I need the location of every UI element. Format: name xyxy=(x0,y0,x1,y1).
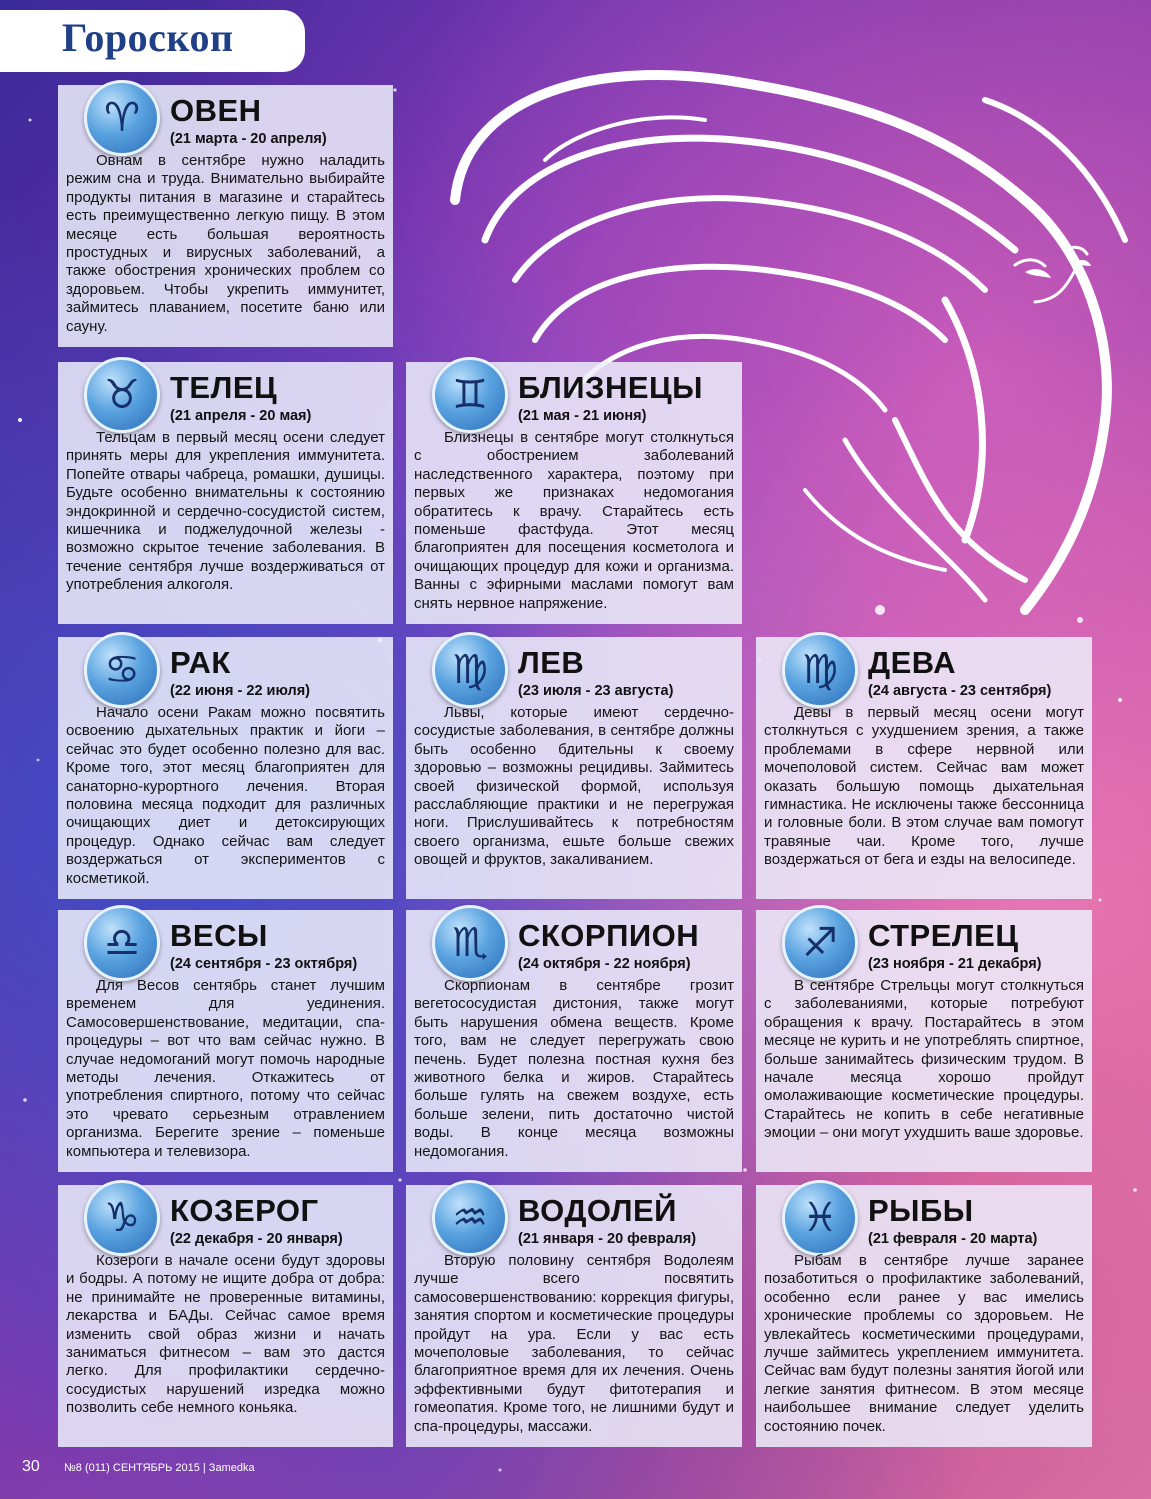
sagittarius-symbol-icon: ♐ xyxy=(782,905,858,981)
sign-name: ВОДОЛЕЙ xyxy=(518,1193,677,1228)
sign-card-gemini xyxy=(406,362,742,624)
sign-description: Рыбам в сентябре лучше заранее позаботиться о профилактике заболеваний, особенно если ранее у вас имелись хронические проблемы со здоровьем. Не увлекайтесь косметическими процедурами, лучше займитесь укреплением иммунитета. Сейчас вам будут полезны занятия йогой или легкие занятия фитнесом. В этом месяце наибольшее внимание следует уделить состоянию почек. xyxy=(764,1252,1084,1435)
sign-card-scorpio xyxy=(406,910,742,1172)
sign-name: ВЕСЫ xyxy=(170,918,268,953)
sign-card-pisces xyxy=(756,1185,1092,1447)
sign-dates: (22 июня - 22 июля) xyxy=(170,683,310,699)
leo-symbol-icon: ♍ xyxy=(432,632,508,708)
page-number: 30 xyxy=(22,1458,40,1475)
sign-description: В сентябре Стрельцы могут столкнуться с заболеваниями, которые потребуют обращения к врачу. Постарайтесь в этом месяце не курить и не употреблять спиртное, больше занимайтесь физическим трудом. В начале месяца хорошо пройдут омолаживающие косметические процедуры. Старайтесь не копить в себе негативные эмоции – они могут ухудшить ваше здоровье. xyxy=(764,977,1084,1142)
aquarius-symbol-icon: ♒ xyxy=(432,1180,508,1256)
sign-name: СТРЕЛЕЦ xyxy=(868,918,1019,953)
sign-dates: (21 апреля - 20 мая) xyxy=(170,408,312,424)
sign-dates: (21 марта - 20 апреля) xyxy=(170,131,327,147)
sign-description: Тельцам в первый месяц осени следует принять меры для укрепления иммунитета. Попейте отвары чабреца, ромашки, душицы. Будьте особенно внимательны к состоянию эндокринной и сердечно-сосудистой систем, кишечника и поджелудочной железы - возможно скрытое течение заболевания. В течение сентября лучше воздерживаться от употребления алкоголя. xyxy=(66,429,385,594)
sign-name: ОВЕН xyxy=(170,93,262,128)
sign-description: Львы, которые имеют сердечно-сосудистые заболевания, в сентябре должны быть особенно бдительны к своему здоровью – возможны рецидивы. Займитесь своей физической формой, используя расслабляющие практики и не перегружая ноги. Прислушивайтесь к потребностям своего организма, ешьте больше свежих овощей и фруктов, закаливанием. xyxy=(414,704,734,869)
cancer-symbol-icon: ♋ xyxy=(84,632,160,708)
sign-card-libra xyxy=(58,910,393,1172)
sign-dates: (23 ноября - 21 декабря) xyxy=(868,956,1042,972)
sign-description: Овнам в сентябре нужно наладить режим сна и труда. Внимательно выбирайте продукты питания в магазине и старайтесь есть преимущественно легкую пищу. В этом месяце есть большая вероятность простудных и вирусных заболеваний, а также обострения хронических проблем со здоровьем. Чтобы укрепить иммунитет, займитесь плаванием, посетите баню или сауну. xyxy=(66,152,385,335)
sign-dates: (21 мая - 21 июня) xyxy=(518,408,647,424)
sign-name: ДЕВА xyxy=(868,645,956,680)
issue-line: №8 (011) СЕНТЯБРЬ 2015 | Заmedka xyxy=(64,1462,255,1474)
sign-description: Начало осени Ракам можно посвятить освоению дыхательных практик и йоги – сейчас это будет особенно полезно для вас. Кроме того, этот месяц благоприятен для санаторно-курортного лечения. Вторая половина месяца подходит для различных очищающих диет и детоксирующих процедур. Однако сейчас вам следует воздержаться от экспериментов с косметикой. xyxy=(66,704,385,887)
sign-name: БЛИЗНЕЦЫ xyxy=(518,370,704,405)
sign-name: РАК xyxy=(170,645,231,680)
sign-dates: (21 февраля - 20 марта) xyxy=(868,1231,1038,1247)
sign-name: ЛЕВ xyxy=(518,645,585,680)
virgo-symbol-icon: ♍ xyxy=(782,632,858,708)
libra-symbol-icon: ♎ xyxy=(84,905,160,981)
capricorn-symbol-icon: ♑ xyxy=(84,1180,160,1256)
sign-dates: (21 января - 20 февраля) xyxy=(518,1231,697,1247)
sign-name: ТЕЛЕЦ xyxy=(170,370,278,405)
sign-description: Девы в первый месяц осени могут столкнуться с ухудшением зрения, а также проблемами в сфере нервной или мочеполовой систем. Сейчас вам может оказать большую помощь дыхательная гимнастика. Не исключены также бессонница и головные боли. В этом случае вам помогут травяные чаи. Кроме того, лучше воздержаться от бега и езды на велосипеде. xyxy=(764,704,1084,869)
sign-dates: (24 августа - 23 сентября) xyxy=(868,683,1052,699)
sign-card-leo xyxy=(406,637,742,899)
sign-dates: (24 октября - 22 ноября) xyxy=(518,956,691,972)
sign-card-virgo xyxy=(756,637,1092,899)
sign-card-cancer xyxy=(58,637,393,899)
sign-dates: (24 сентября - 23 октября) xyxy=(170,956,358,972)
sign-dates: (22 декабря - 20 января) xyxy=(170,1231,343,1247)
sign-name: КОЗЕРОГ xyxy=(170,1193,319,1228)
sign-card-aries xyxy=(58,85,393,347)
sign-description: Козероги в начале осени будут здоровы и бодры. А потому не ищите добра от добра: не принимайте не проверенные витамины, лекарства и БАДы. Сейчас самое время изменить свой образ жизни и начать заниматься фитнесом – вам это дастся легко. Для профилактики сердечно-сосудистых нарушений изредка можно позволить себе немного коньяка. xyxy=(66,1252,385,1417)
aries-symbol-icon: ♈ xyxy=(84,80,160,156)
sign-description: Для Весов сентябрь станет лучшим временем для уединения. Самосовершенствование, медитации, спа-процедуры – вот что вам сейчас нужно. В случае недомоганий могут помочь народные методы лечения. Откажитесь от употребления спиртного, потому что сейчас это чревато серьезным отравлением организма. Берегите зрение – поменьше компьютера и телевизора. xyxy=(66,977,385,1160)
sign-card-taurus xyxy=(58,362,393,624)
page-title: Гороскоп xyxy=(62,15,234,60)
sign-card-sagittarius xyxy=(756,910,1092,1172)
sign-card-aquarius xyxy=(406,1185,742,1447)
sign-name: РЫБЫ xyxy=(868,1193,974,1228)
sign-description: Скорпионам в сентябре грозит вегетососудистая дистония, также могут быть нарушения обмена веществ. Кроме того, вам не следует перегружать свою печень. Будет полезна постная кухня без животного белка и жиров. Старайтесь больше гулять на свежем воздухе, есть больше зелени, пить достаточно чистой воды. В конце месяца возможны недомогания. xyxy=(414,977,734,1160)
sign-card-capricorn xyxy=(58,1185,393,1447)
sign-description: Вторую половину сентября Водолеям лучше всего посвятить самосовершенствованию: коррекция фигуры, занятия спортом и косметические процедуры пройдут на ура. Если у вас есть мочеполовые заболевания, то сейчас благоприятное время для их лечения. Очень эффективными будут фитотерапия и гомеопатия. Кроме того, не лишними будут и спа-процедуры, массажи. xyxy=(414,1252,734,1435)
scorpio-symbol-icon: ♏ xyxy=(432,905,508,981)
sign-description: Близнецы в сентябре могут столкнуться с обострением заболеваний наследственного характера, поэтому при первых же признаках недомогания обратитесь к врачу. Старайтесь есть поменьше фастфуда. Этот месяц благоприятен для посещения косметолога и очищающих процедур для кожи и организма. Ванны с эфирными маслами помогут вам снять нервное напряжение. xyxy=(414,429,734,612)
sign-dates: (23 июля - 23 августа) xyxy=(518,683,674,699)
pisces-symbol-icon: ♓ xyxy=(782,1180,858,1256)
sign-name: СКОРПИОН xyxy=(518,918,700,953)
taurus-symbol-icon: ♉ xyxy=(84,357,160,433)
gemini-symbol-icon: ♊ xyxy=(432,357,508,433)
